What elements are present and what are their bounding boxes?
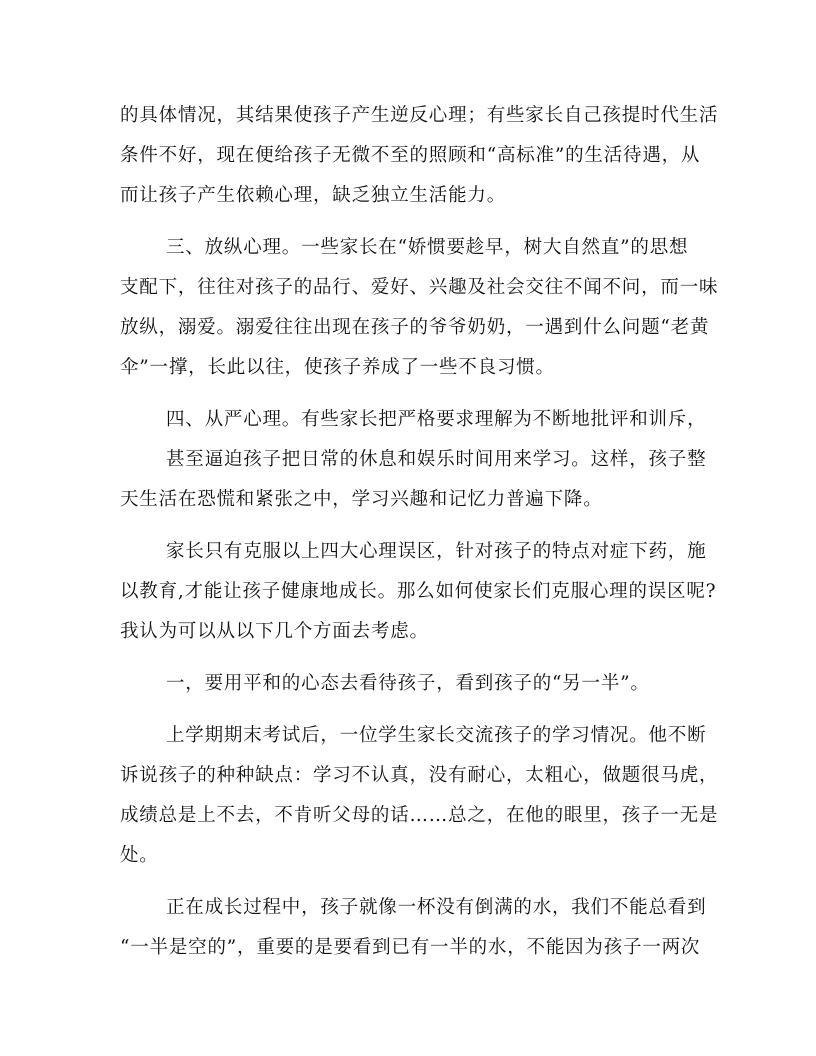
text-line: 四、从严心理。有些家长把严格要求理解为不断地批评和训斥， — [166, 409, 707, 430]
text-line: 而让孩子产生依赖心理，缺乏独立生活能力。 — [120, 185, 507, 206]
text-line: 成绩总是上不去，不肯听父母的话……总之，在他的眼里，孩子一无是 — [120, 805, 719, 826]
text-line: 诉说孩子的种种缺点：学习不认真，没有耐心，太粗心，做题很马虎， — [120, 765, 719, 786]
text-line: “一半是空的”，重要的是要看到已有一半的水，不能因为孩子一两次 — [120, 937, 701, 958]
text-line: 我认为可以从以下几个方面去考虑。 — [120, 621, 429, 642]
text-line: 一，要用平和的心态去看待孩子，看到孩子的“另一半”。 — [166, 673, 650, 694]
text-line: 甚至逼迫孩子把日常的休息和娱乐时间用来学习。这样，孩子整 — [166, 449, 707, 470]
text-line: 天生活在恐慌和紧张之中，学习兴趣和记忆力普遍下降。 — [120, 489, 603, 510]
text-line: 上学期期末考试后，一位学生家长交流孩子的学习情况。他不断 — [166, 725, 707, 746]
text-line: 支配下，往往对孩子的品行、爱好、兴趣及社会交往不闻不问，而一味 — [120, 277, 719, 298]
text-line: 放纵，溺爱。溺爱往往出现在孩子的爷爷奶奶，一遇到什么问题“老黄 — [120, 317, 710, 338]
text-line: 正在成长过程中，孩子就像一杯没有倒满的水，我们不能总看到 — [166, 897, 707, 918]
text-line: 三、放纵心理。一些家长在“娇惯要趁早，树大自然直”的思想 — [166, 237, 689, 258]
text-line: 处。 — [120, 845, 159, 866]
text-line: 以教育,才能让孩子健康地成长。那么如何使家长们克服心理的误区呢? — [120, 581, 717, 602]
text-line: 家长只有克服以上四大心理误区，针对孩子的特点对症下药，施 — [166, 541, 707, 562]
text-line: 伞”一撑，长此以往，使孩子养成了一些不良习惯。 — [120, 357, 555, 378]
text-line: 条件不好，现在便给孩子无微不至的照顾和“高标准”的生活待遇，从 — [120, 145, 701, 166]
document-body — [120, 96, 719, 968]
text-line: 的具体情况，其结果使孩子产生逆反心理；有些家长自己孩提时代生活 — [120, 105, 719, 126]
